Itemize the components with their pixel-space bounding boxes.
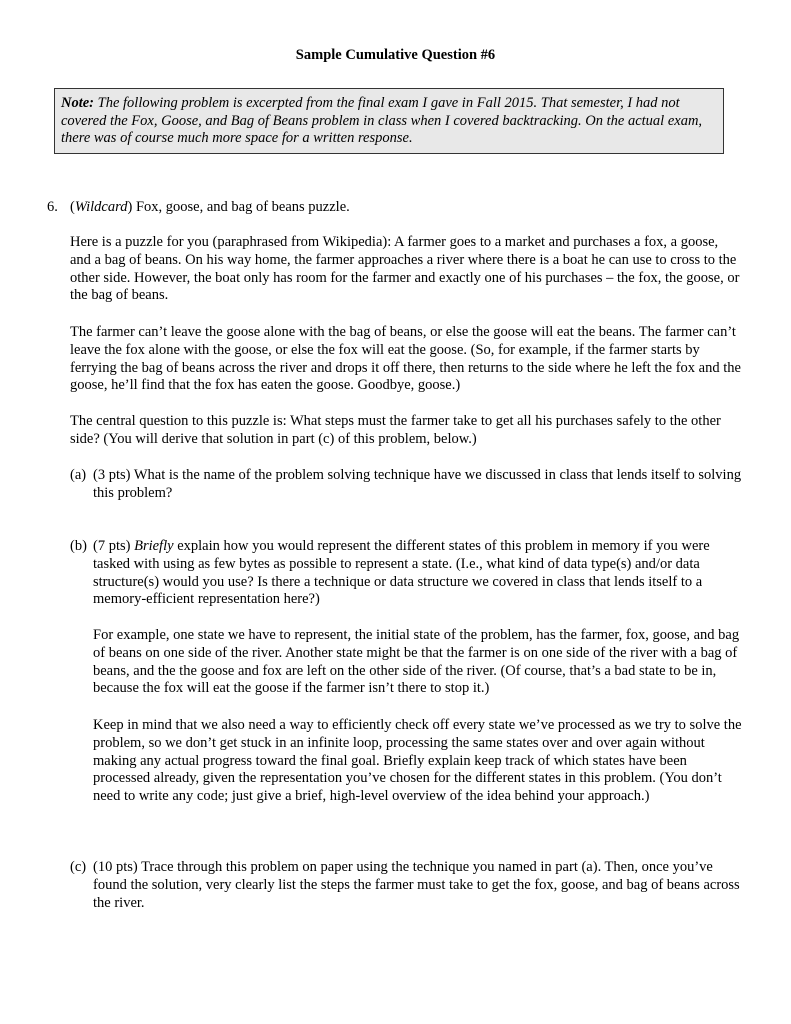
part-c-label: (c) <box>70 859 87 875</box>
part-b-text <box>93 538 745 609</box>
part-b-emphasis: Briefly <box>134 538 174 554</box>
part-b-reminder: Keep in mind that we also need a way to efficiently check off every state we’ve processed as we try to solve the problem, so we don’t get stuck in an infinite loop, processing the same states over and over again without making any actual progress toward the final goal. Briefly explain keep track of which states have been processed already, given the representation you’ve chosen for the different states in this problem. (You don’t need to write any code; just give a brief, high-level overview of the idea behind your approach.) <box>93 717 742 805</box>
question-tag: Wildcard <box>74 199 128 215</box>
part-c-text: (10 pts) Trace through this problem on paper using the technique you named in part (a). Then, once you’ve found the solution, very clearly list the steps the farmer must take to get the fox, goose, and bag of beans across the river. <box>93 859 740 911</box>
part-b-label: (b) <box>70 538 87 554</box>
part-a-label: (a) <box>70 467 87 483</box>
part-b-body: explain how you would represent the different states of this problem in memory if you were tasked with using as few bytes as possible to represent a state. (I.e., what kind of data type(s) and/or data structure(s) would you use? Is there a technique or data structure we covered in class that lends itself to a memory-efficient representation here?) <box>93 538 710 608</box>
note-label: Note: <box>61 95 95 111</box>
part-b-points: (7 pts) <box>93 538 131 554</box>
intro-paragraph: Here is a puzzle for you (paraphrased from Wikipedia): A farmer goes to a market and purchases a fox, a goose, and a bag of beans. On his way home, the farmer approaches a river where there is a boat he can use to cross to the other side. However, the boat only has room for the farmer and exactly one of his purchases – the fox, the goose, or the bag of beans. <box>70 234 740 304</box>
part-a-text: (3 pts) What is the name of the problem solving technique have we discussed in class that lends itself to solving this problem? <box>93 467 742 501</box>
rules-paragraph: The farmer can’t leave the goose alone with the bag of beans, or else the goose will eat the beans. The farmer can’t leave the fox alone with the goose, or else the fox will eat the goose. (So, for example, if the farmer starts by ferrying the bag of beans across the river and drops it off there, then returns to the side where he left the fox and the goose, he’ll find that the fox has eaten the goose. Goodbye, goose.) <box>70 324 741 394</box>
note-box <box>54 88 724 154</box>
question-title: Fox, goose, and bag of beans puzzle. <box>135 199 350 215</box>
question-number: 6. <box>47 199 58 215</box>
question-heading: (Wildcard) Fox, goose, and bag of beans puzzle. <box>70 199 350 215</box>
part-b-example: For example, one state we have to represent, the initial state of the problem, has the farmer, fox, goose, and bag of beans on one side of the river. Another state might be that the farmer is on one side of the river with a bag of beans, and the the goose and fox are left on the other side of the river. (Of course, that’s a bad state to be in, because the fox will eat the goose if the farmer isn’t there to stop it.) <box>93 627 740 697</box>
page-title: Sample Cumulative Question #6 <box>295 47 496 63</box>
central-question-paragraph: The central question to this puzzle is: What steps must the farmer take to get all his purchases safely to the other side? (You will derive that solution in part (c) of this problem, below.) <box>70 413 721 447</box>
note-text: The following problem is excerpted from the final exam I gave in Fall 2015. That semester, I had not covered the Fox, Goose, and Bag of Beans problem in class when I covered backtracking. On the actual exam, there was of course much more space for a written response. <box>61 95 703 147</box>
